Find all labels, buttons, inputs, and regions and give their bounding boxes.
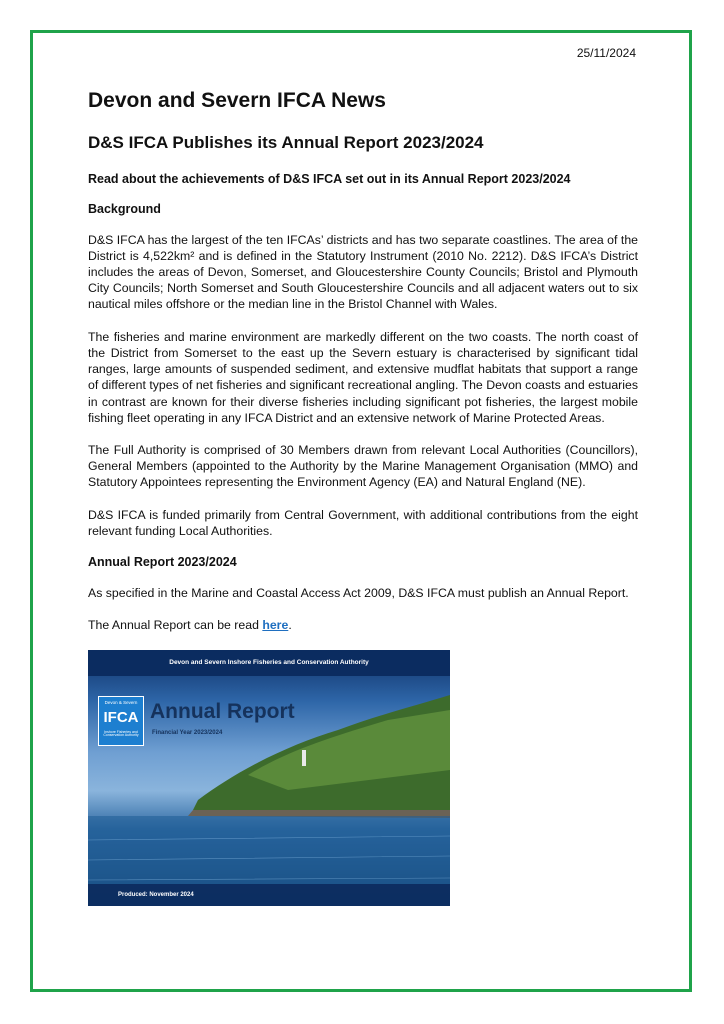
background-paragraph: The Full Authority is comprised of 30 Members drawn from relevant Local Authorities (Councillors), General Members (appointed to the Authority by the Marine Management Organisation (MMO) and Statutory Appointees representing the Environment Agency (EA) and Natural England (NE). — [88, 442, 638, 490]
background-paragraph: D&S IFCA is funded primarily from Central Government, with additional contributions from the eight relevant funding Local Authorities. — [88, 507, 638, 538]
annual-report-paragraph: As specified in the Marine and Coastal Access Act 2009, D&S IFCA must publish an Annual Report. — [88, 586, 629, 601]
read-line — [88, 617, 638, 633]
background-paragraph: The fisheries and marine environment are markedly different on the two coasts. The north coast of the District from Somerset to the east up the Severn estuary is characterised by significant tidal ranges, large amounts of suspended sediment, and extensive mudflat habitats that support a range of different types of net fisheries and significant recreational angling. The Devon coasts and estuaries in contrast are known for their diverse fisheries including significant pot fisheries, the largest mobile fishing fleet operating in any IFCA District and an extensive network of Marine Protected Areas. — [88, 329, 638, 425]
background-heading: Background — [88, 201, 161, 216]
read-suffix: . — [288, 618, 292, 633]
coastline-illustration — [88, 650, 450, 906]
cover-title: Annual Report — [150, 699, 295, 723]
subheadline: Read about the achievements of D&S IFCA set out in its Annual Report 2023/2024 — [88, 171, 571, 186]
report-link[interactable]: here — [262, 618, 289, 633]
date: 25/11/2024 — [576, 46, 636, 60]
cover-financial-year: Financial Year 2023/2024 — [152, 729, 223, 736]
annual-report-heading: Annual Report 2023/2024 — [88, 555, 237, 570]
headline: D&S IFCA Publishes its Annual Report 2023/2024 — [88, 133, 484, 153]
cover-org-name: Devon and Severn Inshore Fisheries and Conservation Authority — [169, 658, 369, 666]
logo-sub-text: Inshore Fisheries and Conservation Authority — [103, 729, 139, 738]
read-prefix: The Annual Report can be read — [88, 618, 263, 633]
ifca-logo — [98, 696, 144, 746]
annual-report-cover-image[interactable] — [88, 650, 450, 906]
cover-produced: Produced: November 2024 — [118, 891, 194, 898]
article — [88, 88, 638, 906]
page-title: Devon and Severn IFCA News — [88, 89, 386, 112]
logo-main-text: IFCA — [103, 708, 139, 726]
logo-top-text: Devon & Severn — [104, 699, 138, 705]
background-paragraph: D&S IFCA has the largest of the ten IFCAs’ districts and has two separate coastlines. The area of the District is 4,522km² and is defined in the Statutory Instrument (2010 No. 2212). D&S IFCA’s District includes the areas of Devon, Somerset, and Gloucestershire County Councils; Bristol and Plymouth City Councils; North Somerset and South Gloucestershire Councils and all adjacent waters out to six nautical miles offshore or the median line in the Bristol Channel with Wales. — [88, 232, 638, 312]
